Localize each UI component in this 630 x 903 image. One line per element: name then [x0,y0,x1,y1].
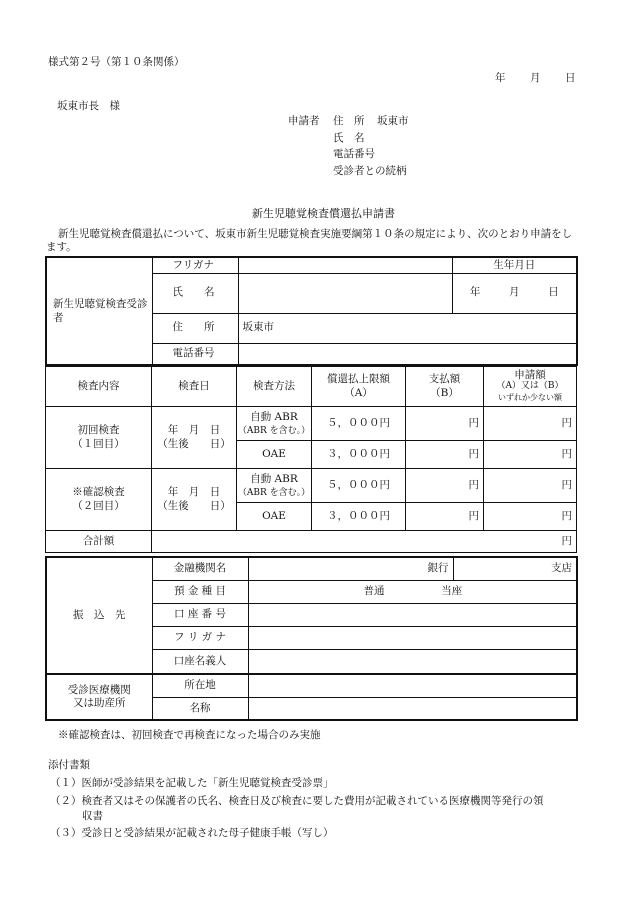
clinic-name-label: 名称 [152,697,248,720]
header-request-text: 申請額 [514,369,546,381]
name-field[interactable] [238,273,452,313]
exam-table [45,366,577,553]
confirm-aabr-2: （ABR を含む。） [237,487,311,498]
subject-group-label: 新生児聴覚検査受診者 [46,257,152,365]
clinic-group-label-2: 又は助産所 [73,697,126,709]
header-limit [312,367,406,407]
birth-year: 年 [469,286,481,299]
intro-text: 新生児聴覚検査償還払について、坂東市新生児聴覚検査実施要綱第１０条の規定により、次のとおり申請をします。 [46,228,573,253]
document-title: 新生児聴覚検査償還払申請書 [252,207,395,220]
phone-field[interactable] [238,343,577,365]
clinic-location-field[interactable] [248,674,577,697]
confirm-exam-date-ymd: 年 月 日 [167,486,221,499]
birth-date-field[interactable] [452,273,577,313]
header-limit-text: 償還払上限額 [327,373,390,386]
header-exam-content: 検査内容 [46,367,152,407]
account-type-field[interactable] [248,580,577,603]
date-month: 月 [530,72,541,84]
first-method-oae: OAE [237,441,312,469]
clinic-group-label-1: 受診医療機関 [67,683,131,696]
address-value: 坂東市 [242,321,274,334]
birth-day: 日 [548,286,559,299]
first-aabr-2: （ABR を含む。） [237,425,311,436]
header-exam-method: 検査方法 [237,367,312,407]
confirm-method-oae: OAE [237,503,312,531]
first-aabr-1: 自動 ABR [250,410,298,423]
applicant-label: 申請者 [288,115,320,127]
birth-date-label: 生年月日 [452,257,577,273]
applicant-address-value: 坂東市 [377,115,409,127]
first-exam-date-days: （生後 日） [157,437,231,450]
first-exam-label-2: （１回目） [72,437,125,450]
form-number: 様式第２号（第１０条関係） [48,56,185,68]
attachment-item-2-cont: 収書 [82,810,103,822]
attachment-item-3: （３）受診日と受診結果が記載された母子健康手帳（写し） [50,827,334,839]
confirm-aabr-request[interactable]: 円 [484,469,577,503]
furigana-field[interactable] [238,257,452,273]
attachments-title: 添付書類 [48,759,90,771]
confirm-method-aabr [237,469,312,503]
account-type-label: 預 金 種 目 [152,580,248,603]
confirm-exam-date-days: （生後 日） [157,499,231,512]
confirm-oae-request[interactable]: 円 [484,503,577,531]
holder-furigana-label: フ リ ガ ナ [152,626,248,649]
confirm-exam-label [46,469,152,531]
bank-inst-label: 金融機関名 [152,557,248,580]
confirm-aabr-limit: ５，０００円 [312,469,406,503]
confirm-exam-date[interactable] [152,469,237,531]
first-exam-date-ymd: 年 月 日 [167,424,221,437]
first-exam-date[interactable] [152,407,237,469]
header-paid [406,367,484,407]
header-request-sub1: （A）又は（B） [496,381,564,391]
birth-month: 月 [509,286,520,299]
attachment-item-2: （２）検査者又はその保護者の氏名、検査日及び検査に要した費用が記載されている医療機関等発行の領 [50,795,544,807]
applicant-phone-label: 電話番号 [333,148,375,160]
confirm-exam-label-1: ※確認検査 [72,486,125,499]
total-label: 合計額 [46,531,152,553]
confirm-aabr-1: 自動 ABR [250,472,298,485]
bank-inst-field[interactable]: 銀行 [248,557,453,580]
first-oae-paid[interactable]: 円 [406,441,484,469]
applicant-name-label: 氏 名 [333,132,365,144]
confirm-oae-limit: ３，０００円 [312,503,406,531]
header-paid-sub: （B） [430,386,459,399]
clinic-name-field[interactable] [248,697,577,720]
addressee: 坂東市長 様 [57,100,120,112]
account-number-field[interactable] [248,603,577,626]
name-label: 氏 名 [152,273,238,313]
header-paid-text: 支払額 [428,373,461,386]
bank-table [45,556,578,721]
first-aabr-limit: ５，０００円 [312,407,406,441]
address-field[interactable] [238,313,577,343]
account-type-current[interactable]: 当座 [441,584,463,597]
applicant-address-label: 住 所 [333,115,365,127]
total-field[interactable]: 円 [152,531,577,553]
holder-furigana-field[interactable] [248,626,577,649]
account-type-ordinary[interactable]: 普通 [363,584,385,597]
furigana-label: フリガナ [152,257,238,273]
first-aabr-paid[interactable]: 円 [406,407,484,441]
header-limit-sub: （A） [344,386,373,399]
first-aabr-request[interactable]: 円 [484,407,577,441]
applicant-relation-label: 受診者との続柄 [333,165,407,177]
date-year: 年 [495,72,506,84]
subject-table [45,256,578,366]
first-method-aabr [237,407,312,441]
attachment-item-1: （１）医師が受診結果を記載した「新生児聴覚検査受診票」 [50,777,334,789]
header-request-sub2: いずれか少ない額 [498,393,562,402]
confirm-oae-paid[interactable]: 円 [406,503,484,531]
date-day: 日 [565,72,576,84]
account-holder-label: 口座名義人 [152,649,248,674]
phone-label: 電話番号 [152,343,238,365]
first-oae-limit: ３，０００円 [312,441,406,469]
bank-branch-field[interactable]: 支店 [453,557,577,580]
header-exam-date: 検査日 [152,367,237,407]
address-label: 住 所 [152,313,238,343]
account-holder-field[interactable] [248,649,577,674]
first-exam-label [46,407,152,469]
header-request [484,367,577,407]
note: ※確認検査は、初回検査で再検査になった場合のみ実施 [58,729,321,741]
first-oae-request[interactable]: 円 [484,441,577,469]
account-number-label: 口 座 番 号 [152,603,248,626]
first-exam-label-1: 初回検査 [77,424,120,437]
confirm-exam-label-2: （２回目） [72,499,125,512]
bank-group-label: 振 込 先 [46,557,152,674]
confirm-aabr-paid[interactable]: 円 [406,469,484,503]
clinic-group-label [46,674,152,720]
clinic-location-label: 所在地 [152,674,248,697]
